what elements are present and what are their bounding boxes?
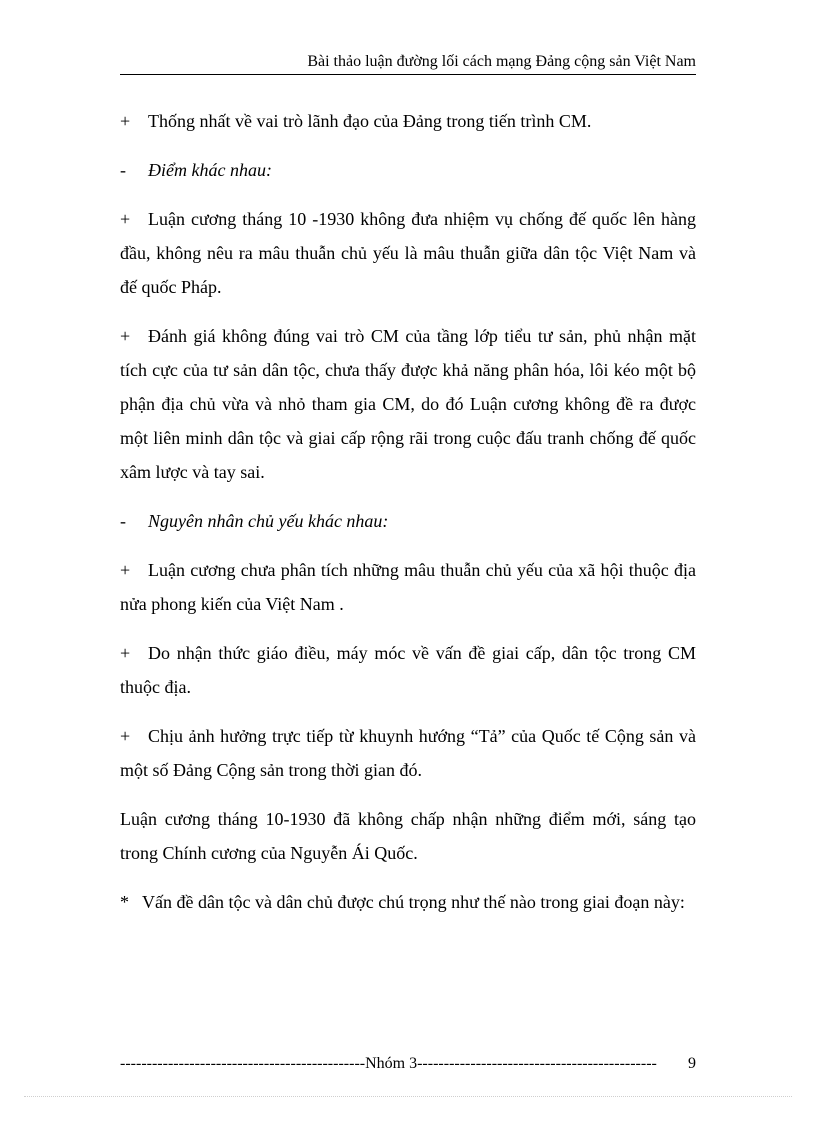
paragraph-text: Luận cương chưa phân tích những mâu thuẫn chủ yếu của xã hội thuộc địa nửa phong kiến của Việt Nam . (120, 560, 696, 614)
footer-left-dashes: ---------------------------------------------- (120, 1055, 366, 1072)
paragraph-text: Đánh giá không đúng vai trò CM của tầng lớp tiểu tư sản, phủ nhận mặt tích cực của tư sản dân tộc, chưa thấy được khả năng phân hóa, lôi kéo một bộ phận địa chủ vừa và nhỏ tham gia CM, do đó Luận cương không đề ra được một liên minh dân tộc và giai cấp rộng rãi trong cuộc đấu tranh chống đế quốc xâm lược và tay sai. (120, 326, 696, 482)
page-footer (120, 1054, 696, 1074)
bullet-marker: + (120, 209, 131, 229)
paragraph-text: Luận cương tháng 10-1930 đã không chấp nhận những điểm mới, sáng tạo trong Chính cương của Nguyễn Ái Quốc. (120, 809, 696, 863)
page-body (120, 104, 696, 934)
paragraph-5 (120, 504, 696, 538)
paragraph-text: Do nhận thức giáo điều, máy móc về vấn đề giai cấp, dân tộc trong CM thuộc địa. (120, 643, 696, 697)
section-heading-causes: Nguyên nhân chủ yếu khác nhau: (148, 511, 389, 531)
paragraph-text: Luận cương tháng 10 -1930 không đưa nhiệm vụ chống đế quốc lên hàng đầu, không nêu ra mâu thuẫn chủ yếu là mâu thuẫn giữa dân tộc Việt Nam và đế quốc Pháp. (120, 209, 696, 297)
page-header (120, 52, 696, 75)
paragraph-4 (120, 319, 696, 489)
dash-marker: - (120, 160, 126, 180)
bullet-marker: + (120, 726, 131, 746)
paragraph-10 (120, 885, 696, 919)
paragraph-3 (120, 202, 696, 304)
paragraph-text: Vấn đề dân tộc và dân chủ được chú trọng như thế nào trong giai đoạn này: (142, 892, 685, 912)
paragraph-text: Thống nhất về vai trò lãnh đạo của Đảng trong tiến trình CM. (148, 111, 592, 131)
asterisk-marker: * (120, 892, 129, 912)
paragraph-1 (120, 104, 696, 138)
bullet-marker: + (120, 111, 131, 131)
paragraph-text: Chịu ảnh hưởng trực tiếp từ khuynh hướng “Tả” của Quốc tế Cộng sản và một số Đảng Cộng sản trong thời gian đó. (120, 726, 696, 780)
header-title: Bài thảo luận đường lối cách mạng Đảng cộng sản Việt Nam (307, 53, 696, 70)
paragraph-2 (120, 153, 696, 187)
dash-marker: - (120, 511, 126, 531)
bullet-marker: + (120, 326, 131, 346)
paragraph-6 (120, 553, 696, 621)
page-edge-rule (24, 1096, 792, 1097)
footer-right-dashes: --------------------------------------------- (417, 1055, 657, 1072)
paragraph-7 (120, 636, 696, 704)
footer-label: Nhóm 3 (365, 1055, 418, 1072)
paragraph-8 (120, 719, 696, 787)
section-heading-differences: Điểm khác nhau: (148, 160, 272, 180)
bullet-marker: + (120, 560, 131, 580)
bullet-marker: + (120, 643, 131, 663)
paragraph-9 (120, 802, 696, 870)
page-number: 9 (688, 1055, 696, 1072)
